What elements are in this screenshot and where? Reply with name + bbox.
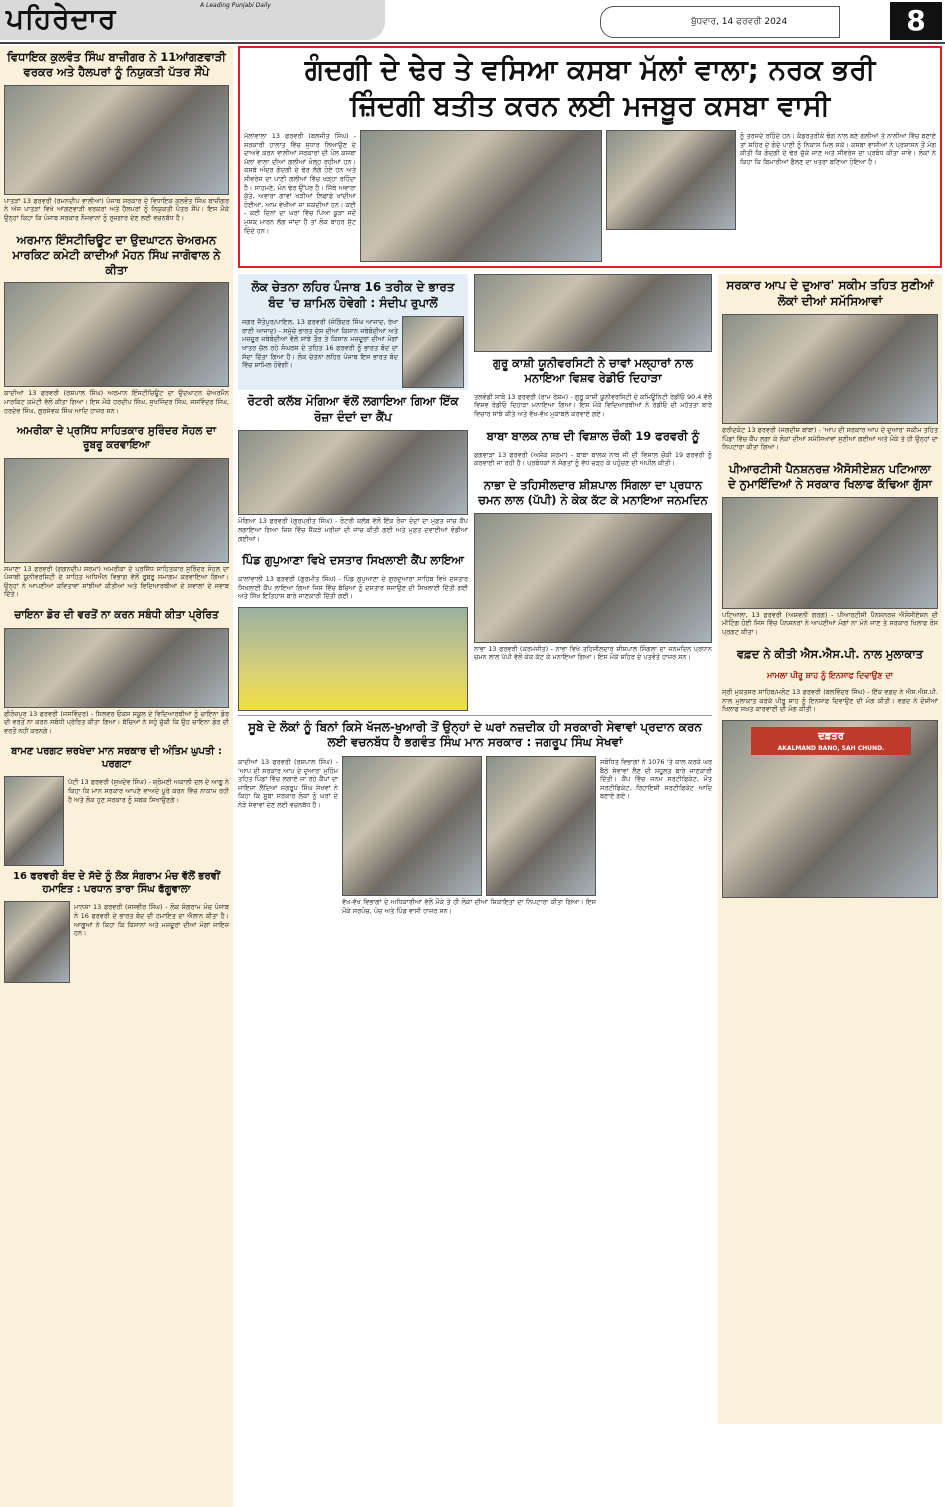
newspaper-tagline: A Leading Punjabi Daily: [200, 2, 271, 9]
article-headline: 16 ਫਰਵਰੀ ਬੰਦ ਦੇ ਸੱਦੇ ਨੂੰ ਲੋਕ ਸੰਗਰਾਮ ਮੰਚ ਵੱਲੋਂ ਭਰਵੀਂ ਹਮਾਇਤ : ਪਰਧਾਨ ਤਾਰਾ ਸਿੰਘ ਫੱਗੂਵਾਲਾ: [13, 871, 220, 896]
photo: [4, 85, 229, 195]
article-headline: ਪਿੰਡ ਗੁਪੁਆਣਾ ਵਿਖੇ ਦਸਤਾਰ ਸਿਖਲਾਈ ਕੈਂਪ ਲਾਇਆ: [242, 553, 464, 568]
article-body: ਤਲਵੰਡੀ ਸਾਬੋ 13 ਫਰਵਰੀ (ਰਾਮ ਰੇਸ਼ਮ) - ਗੁਰੂ ਕਾਸ਼ੀ ਯੂਨੀਵਰਸਿਟੀ ਦੇ ਕਮਿਊਨਿਟੀ ਰੇਡੀਓ 90.4 ਵੱਲੋਂ ਵਿਸ਼ਵ ਰੇਡੀਓ ਦਿਹਾੜਾ ਮਨਾਇਆ ਗਿਆ। ਇਸ ਮੌਕੇ ਵਿਦਿਆਰਥੀਆਂ ਨੇ ਰੇਡੀਓ ਦੀ ਮਹੱਤਤਾ ਬਾਰੇ ਵਿਚਾਰ ਸਾਂਝੇ ਕੀਤੇ ਅਤੇ ਵੱਖ-ਵੱਖ ਮੁਕਾਬਲੇ ਕਰਵਾਏ ਗਏ।: [474, 392, 712, 419]
article-body: ਵੱਖ-ਵੱਖ ਵਿਭਾਗਾਂ ਦੇ ਅਧਿਕਾਰੀਆਂ ਵੱਲੋਂ ਮੌਕੇ ਤੇ ਹੀ ਲੋਕਾਂ ਦੀਆਂ ਸ਼ਿਕਾਇਤਾਂ ਦਾ ਨਿਪਟਾਰਾ ਕੀਤਾ ਗਿਆ। ਇਸ ਮੌਕੇ ਸਰਪੰਚ, ਪੰਚ ਅਤੇ ਪਿੰਡ ਵਾਸੀ ਹਾਜ਼ਰ ਸਨ।: [342, 898, 596, 915]
bottom-photos: [342, 756, 596, 921]
article-body: ਸਬੰਧਿਤ ਵਿਭਾਗਾਂ ਨੇ 1076 'ਤੇ ਕਾਲ ਕਰਕੇ ਘਰ ਬੈਠੇ ਸੇਵਾਵਾਂ ਲੈਣ ਦੀ ਸਹੂਲਤ ਬਾਰੇ ਜਾਣਕਾਰੀ ਦਿੱਤੀ। ਕੈਂਪ ਵਿੱਚ ਜਨਮ ਸਰਟੀਫਿਕੇਟ, ਮੌਤ ਸਰਟੀਫਿਕੇਟ, ਰਿਹਾਇਸ਼ੀ ਸਰਟੀਫਿਕੇਟ ਆਦਿ ਬਣਾਏ ਗਏ।: [600, 758, 712, 801]
photo: [474, 513, 712, 643]
article-body: ਜਗਰ ਜੈਤੋਪੁਰ/ਪਾਇਲ, 13 ਫਰਵਰੀ (ਜੋਗਿੰਦਰ ਸਿੰਘ ਆਜਾਦ, ਰੇਖਾ ਰਾਣੀ ਆਜਾਦ) - ਸਮੁੱਚੇ ਭਾਰਤ ਦੇਸ਼ ਦੀਆਂ ਕਿਸਾਨ ਜਥੇਬੰਦੀਆਂ ਅਤੇ ਮਜ਼ਦੂਰ ਜਥੇਬੰਦੀਆਂ ਵੱਲੋਂ ਸਾਂਝੇ ਤੌਰ ਤੇ ਕਿਸਾਨ ਮਜ਼ਦੂਰਾਂ ਦੀਆਂ ਮੰਗਾਂ ਖਾਤਰ ਚੱਲ ਰਹੇ ਸੰਘਰਸ਼ ਦੇ ਤਹਿਤ 16 ਫਰਵਰੀ ਨੂੰ ਭਾਰਤ ਬੰਦ ਦਾ ਸੱਦਾ ਦਿੱਤਾ ਗਿਆ ਹੈ। ਲੋਕ ਚੇਤਨਾ ਲਹਿਰ ਪੰਜਾਬ ਇਸ ਭਾਰਤ ਬੰਦ ਵਿੱਚ ਸ਼ਾਮਿਲ ਹੋਵੇਗੀ।: [242, 318, 398, 370]
photo: [722, 497, 938, 609]
right-column: [718, 274, 942, 1424]
left-column: [0, 46, 233, 1507]
article-body: ਕਾਲਾਂਵਾਲੀ 13 ਫਰਵਰੀ (ਗੁਰਮੀਤ ਸਿੰਘ) - ਪਿੰਡ ਗੁਪੁਆਣਾ ਦੇ ਗੁਰਦੁਆਰਾ ਸਾਹਿਬ ਵਿਖੇ ਦਸਤਾਰ ਸਿਖਲਾਈ ਕੈਂਪ ਲਾਇਆ ਗਿਆ ਜਿਸ ਵਿੱਚ ਬੱਚਿਆਂ ਨੂੰ ਦਸਤਾਰ ਸਜਾਉਣ ਦੀ ਸਿਖਲਾਈ ਦਿੱਤੀ ਗਈ ਅਤੇ ਸਿੱਖ ਇਤਿਹਾਸ ਬਾਰੇ ਜਾਣਕਾਰੀ ਦਿੱਤੀ ਗਈ।: [238, 575, 468, 601]
photo: [486, 756, 596, 896]
article-body: ਫਗਵਾੜਾ 13 ਫਰਵਰੀ (ਅਸ਼ੋਕ ਸ਼ਰਮਾ) - ਬਾਬਾ ਬਾਲਕ ਨਾਥ ਜੀ ਦੀ ਵਿਸ਼ਾਲ ਚੌਕੀ 19 ਫਰਵਰੀ ਨੂੰ ਕਰਵਾਈ ਜਾ ਰਹੀ ਹੈ। ਪ੍ਰਬੰਧਕਾਂ ਨੇ ਸੰਗਤਾਂ ਨੂੰ ਵੱਧ ਚੜ੍ਹ ਕੇ ਪਹੁੰਚਣ ਦੀ ਅਪੀਲ ਕੀਤੀ।: [474, 450, 712, 468]
right-area: [238, 46, 942, 1424]
article-body: ਪਾਤੜਾਂ 13 ਫਰਵਰੀ (ਰਮਨਦੀਪ ਵਾਲੀਆ) ਪੰਜਾਬ ਸਰਕਾਰ ਦੇ ਵਿਧਾਇਕ ਕੁਲਵੰਤ ਸਿੰਘ ਬਾਜ਼ੀਗਰ ਨੇ ਅੱਜ ਪਾਤੜਾਂ ਵਿਖੇ ਆਂਗਣਵਾੜੀ ਵਰਕਰਾਂ ਅਤੇ ਹੈਲਪਰਾਂ ਨੂੰ ਨਿਯੁਕਤੀ ਪੱਤਰ ਸੌਂਪੇ। ਇਸ ਮੌਕੇ ਉਨ੍ਹਾਂ ਕਿਹਾ ਕਿ ਪੰਜਾਬ ਸਰਕਾਰ ਨੌਜਵਾਨਾਂ ਨੂੰ ਰੁਜ਼ਗਾਰ ਦੇਣ ਲਈ ਵਚਨਬੱਧ ਹੈ।: [4, 196, 229, 223]
photo: [722, 720, 938, 898]
article-body: ਮਾਨਸਾ 13 ਫਰਵਰੀ (ਜਸਵੀਰ ਸਿੰਘ) - ਲੋਕ ਸੰਗਰਾਮ ਮੰਚ ਪੰਜਾਬ ਨੇ 16 ਫਰਵਰੀ ਦੇ ਭਾਰਤ ਬੰਦ ਦੀ ਹਮਾਇਤ ਦਾ ਐਲਾਨ ਕੀਤਾ ਹੈ। ਆਗੂਆਂ ਨੇ ਕਿਹਾ ਕਿ ਕਿਸਾਨਾਂ ਅਤੇ ਮਜ਼ਦੂਰਾਂ ਦੀਆਂ ਮੰਗਾਂ ਜਾਇਜ਼ ਹਨ।: [74, 903, 229, 938]
article-headline: ਵਿਧਾਇਕ ਕੁਲਵੰਤ ਸਿੰਘ ਬਾਜ਼ੀਗਰ ਨੇ 11ਆਂਗਣਵਾੜੀ ਵਰਕਰ ਅਤੇ ਹੈਲਪਰਾਂ ਨੂੰ ਨਿਯੁਕਤੀ ਪੱਤਰ ਸੌਂਪੇ: [7, 50, 226, 79]
photo: [238, 607, 468, 711]
main-headline-line-2: ਜ਼ਿੰਦਗੀ ਬਤੀਤ ਕਰਨ ਲਈ ਮਜਬੂਰ ਕਸਬਾ ਵਾਸੀ: [349, 89, 831, 122]
article-body: ਫਰੀਦਕੋਟ 13 ਫਰਵਰੀ (ਜਗਦੀਸ਼ ਬਾਂਬਾ) - 'ਆਪ ਦੀ ਸਰਕਾਰ ਆਪ ਦੇ ਦੁਆਰ' ਸਕੀਮ ਤਹਿਤ ਪਿੰਡਾਂ ਵਿੱਚ ਕੈਂਪ ਲਗਾ ਕੇ ਲੋਕਾਂ ਦੀਆਂ ਸਮੱਸਿਆਵਾਂ ਸੁਣੀਆਂ ਗਈਆਂ ਅਤੇ ਮੌਕੇ ਤੇ ਹੀ ਉਨ੍ਹਾਂ ਦਾ ਨਿਪਟਾਰਾ ਕੀਤਾ ਗਿਆ।: [722, 426, 938, 452]
photo: [474, 274, 712, 352]
photo: [4, 458, 229, 563]
main-story: [238, 46, 942, 268]
article-subheadline: ਮਾਮਲਾ ਪੀਰੂ ਸ਼ਾਹ ਨੂੰ ਇਨਸਾਫ ਦਿਵਾਉਣ ਦਾ: [766, 670, 893, 680]
photo: [402, 316, 464, 388]
photo: [4, 776, 64, 866]
office-sign: [751, 727, 911, 755]
middle-column: [238, 274, 468, 711]
header-divider: [0, 42, 945, 44]
article-body: ਫੀਰੋਜ਼ਪੁਰ 13 ਫਰਵਰੀ (ਜਸਵਿੰਦਰ) - ਸਿਲਵਰ ਓਕਸ ਸਕੂਲ ਦੇ ਵਿਦਿਆਰਥੀਆਂ ਨੂੰ ਚਾਇਨਾ ਡੋਰ ਦੀ ਵਰਤੋਂ ਨਾ ਕਰਨ ਸਬੰਧੀ ਪ੍ਰੇਰਿਤ ਕੀਤਾ ਗਿਆ। ਬੱਚਿਆਂ ਨੇ ਸਹੁੰ ਚੁੱਕੀ ਕਿ ਉਹ ਚਾਇਨਾ ਡੋਰ ਦੀ ਵਰਤੋਂ ਨਹੀਂ ਕਰਨਗੇ।: [4, 709, 229, 735]
article-headline: ਨਾਭਾ ਦੇ ਤਹਿਸੀਲਦਾਰ ਸ਼ੀਸ਼ਪਾਲ ਸਿੰਗਲਾ ਦਾ ਪ੍ਰਧਾਨ ਚਮਨ ਲਾਲ (ਪੱਪੀ) ਨੇ ਕੇਕ ਕੱਟ ਕੇ ਮਨਾਇਆ ਜਨਮਦਿਨ: [478, 477, 708, 507]
issue-date: ਬੁੱਧਵਾਰ, 14 ਫਰਵਰੀ 2024: [600, 6, 840, 38]
page-number: 8: [890, 2, 942, 40]
center-column: [474, 274, 712, 668]
photo: [606, 130, 736, 230]
photo: [4, 282, 229, 387]
photo: [4, 901, 70, 983]
article-body: ਨਾਭਾ 13 ਫਰਵਰੀ (ਕਰਮਜੀਤ) - ਨਾਭਾ ਵਿਖੇ ਤਹਿਸੀਲਦਾਰ ਸ਼ੀਸ਼ਪਾਲ ਸਿੰਗਲਾ ਦਾ ਜਨਮਦਿਨ ਪ੍ਰਧਾਨ ਚਮਨ ਲਾਲ ਪੱਪੀ ਵੱਲੋਂ ਕੇਕ ਕੱਟ ਕੇ ਮਨਾਇਆ ਗਿਆ। ਇਸ ਮੌਕੇ ਸ਼ਹਿਰ ਦੇ ਪਤਵੰਤੇ ਹਾਜ਼ਰ ਸਨ।: [474, 644, 712, 662]
photo: [722, 314, 938, 424]
article-headline: ਰੋਟਰੀ ਕਲੱਬ ਮੋਗਿਆ ਵੱਲੋਂ ਲਗਾਇਆ ਗਿਆ ਇੱਕ ਰੋਜ਼ਾ ਦੰਦਾਂ ਦਾ ਕੈਂਪ: [247, 394, 459, 424]
article-headline: ਪੀਆਰਟੀਸੀ ਪੈਨਸ਼ਨਰਜ਼ ਐਸੋਸੀਏਸ਼ਨ ਪਟਿਆਲਾ ਦੇ ਨੁਮਾਇੰਦਿਆਂ ਨੇ ਸਰਕਾਰ ਖਿਲਾਫ ਕੱਢਿਆ ਗੁੱਸਾ: [728, 461, 932, 491]
newspaper-name: ਪਹਿਰੇਦਾਰ: [6, 2, 117, 35]
photo: [238, 430, 468, 515]
article-headline: ਸਰਕਾਰ ਆਪ ਦੇ ਦੁਆਰ' ਸਕੀਮ ਤਹਿਤ ਸੁਣੀਆਂ ਲੋਕਾਂ ਦੀਆਂ ਸਮੱਸਿਆਵਾਂ: [726, 278, 934, 308]
article-body: ਸਮਾਣਾ 13 ਫਰਵਰੀ (ਗਗਨਦੀਪ ਸ਼ਰਮਾ) ਅਮਰੀਕਾ ਦੇ ਪ੍ਰਸਿੱਧ ਸਾਹਿਤਕਾਰ ਸੁਰਿੰਦਰ ਸੋਹਲ ਦਾ ਪੰਜਾਬੀ ਯੂਨੀਵਰਸਿਟੀ ਦੇ ਸਾਹਿਤ ਅਧਿਐਨ ਵਿਭਾਗ ਵੱਲੋਂ ਰੂਬਰੂ ਸਮਾਗਮ ਕਰਵਾਇਆ ਗਿਆ। ਉਨ੍ਹਾਂ ਨੇ ਆਪਣੀਆਂ ਕਵਿਤਾਵਾਂ ਸਾਂਝੀਆਂ ਕੀਤੀਆਂ ਅਤੇ ਵਿਦਿਆਰਥੀਆਂ ਦੇ ਸਵਾਲਾਂ ਦੇ ਜਵਾਬ ਦਿੱਤੇ।: [4, 564, 229, 599]
bottom-story: [238, 715, 712, 921]
article-body: ਨੂੰ ਤਰਸਦੇ ਰਹਿੰਦੇ ਹਨ। ਕੰਡਰਤਰੀਕੇ ਢੰਗ ਨਾਲ ਬਣੇ ਗਲੀਆਂ ਤੇ ਨਾਲੀਆਂ ਵਿੱਚ ਬਣਾਏ ਤਾਂ ਸ਼ਹਿਰ ਦੇ ਗੰਦੇ ਪਾਣੀ ਨੂੰ ਨਿਕਾਸ ਮਿਲ ਸਕੇ। ਕਸਬਾ ਵਾਸੀਆਂ ਨੇ ਪ੍ਰਸ਼ਾਸਨ ਤੋਂ ਮੰਗ ਕੀਤੀ ਕਿ ਗੰਦਗੀ ਦੇ ਢੇਰ ਚੁੱਕੇ ਜਾਣ ਅਤੇ ਸੀਵਰੇਜ ਦਾ ਪ੍ਰਬੰਧ ਕੀਤਾ ਜਾਵੇ। ਲੋਕਾਂ ਨੇ ਕਿਹਾ ਕਿ ਬਿਮਾਰੀਆਂ ਫੈਲਣ ਦਾ ਖਤਰਾ ਬਣਿਆ ਹੋਇਆ ਹੈ।: [740, 132, 936, 166]
article-headline: ਚਾਇਨਾ ਡੋਰ ਦੀ ਵਰਤੋਂ ਨਾ ਕਰਨ ਸਬੰਧੀ ਕੀਤਾ ਪ੍ਰੇਰਿਤ: [14, 608, 219, 621]
photo: [360, 130, 602, 262]
office-sign-text: AKALMAND BANO, SAH CHUND.: [777, 744, 885, 752]
article-box: [238, 274, 468, 390]
article-headline: ਬਾਬਾ ਬਾਲਕ ਨਾਥ ਦੀ ਵਿਸ਼ਾਲ ਚੌਕੀ 19 ਫਰਵਰੀ ਨੂੰ: [486, 428, 700, 443]
photo: [4, 628, 229, 708]
article-headline: ਗੁਰੂ ਕਾਸ਼ੀ ਯੂਨੀਵਰਸਿਟੀ ਨੇ ਚਾਵਾਂ ਮਲ੍ਹਾਰਾਂ ਨਾਲ ਮਨਾਇਆ ਵਿਸ਼ਵ ਰੇਡੀਓ ਦਿਹਾੜਾ: [492, 356, 694, 385]
photo: [342, 756, 482, 896]
article-body: ਕਾਦੀਆਂ 13 ਫਰਵਰੀ (ਰਸ਼ਪਾਲ ਸਿੰਘ) ਅਰਮਾਨ ਇੰਸਟੀਚਿਊਟ ਦਾ ਉਦਘਾਟਨ ਚੇਅਰਮੈਨ ਮਾਰਕਿਟ ਕਮੇਟੀ ਵੱਲੋਂ ਕੀਤਾ ਗਿਆ। ਇਸ ਮੌਕੇ ਹਰਦੀਪ ਸਿੰਘ, ਸੁਖਜਿੰਦਰ ਸਿੰਘ, ਜਸਵਿੰਦਰ ਸਿੰਘ, ਹਰਦੇਵ ਸਿੰਘ, ਗੁਰਸੇਵਕ ਸਿੰਘ ਆਦਿ ਹਾਜ਼ਰ ਸਨ।: [4, 389, 229, 415]
main-headline-line-1: ਗੰਦਗੀ ਦੇ ਢੇਰ ਤੇ ਵਸਿਆ ਕਸਬਾ ਮੱਲਾਂ ਵਾਲਾ; ਨਰਕ ਭਰੀ: [304, 53, 876, 86]
masthead-logo: [0, 0, 385, 40]
article-headline: ਬਾਮਣ ਪਰਗਟ ਜ਼ਰਖੇਦਾ ਮਾਨ ਸਰਕਾਰ ਦੀ ਅੰਤਿਮ ਘੁਪਤੀ : ਪਰਗਟਾ: [11, 746, 222, 771]
lower-left-area: [238, 274, 712, 921]
article-headline: ਵਫ਼ਦ ਨੇ ਕੀਤੀ ਐਸ.ਐਸ.ਪੀ. ਨਾਲ ਮੁਲਾਕਾਤ: [736, 646, 924, 661]
article-body: ਕਾਦੀਆਂ 13 ਫਰਵਰੀ (ਰਸ਼ਪਾਲ ਸਿੰਘ) - 'ਆਪ ਦੀ ਸਰਕਾਰ ਆਪ ਦੇ ਦੁਆਰ' ਮੁਹਿੰਮ ਤਹਿਤ ਪਿੰਡਾਂ ਵਿੱਚ ਲਗਾਏ ਜਾ ਰਹੇ ਕੈਂਪਾਂ ਦਾ ਜਾਇਜ਼ਾ ਲੈਂਦਿਆਂ ਜਗਰੂਪ ਸਿੰਘ ਸੇਖਵਾਂ ਨੇ ਕਿਹਾ ਕਿ ਸੂਬਾ ਸਰਕਾਰ ਲੋਕਾਂ ਨੂੰ ਘਰਾਂ ਦੇ ਨੇੜੇ ਸੇਵਾਵਾਂ ਦੇਣ ਲਈ ਵਚਨਬੱਧ ਹੈ।: [238, 758, 338, 810]
article-headline: ਸੂਬੇ ਦੇ ਲੋਕਾਂ ਨੂੰ ਬਿਨਾਂ ਕਿਸੇ ਖੱਜਲ-ਖੁਆਰੀ ਤੋਂ ਉਨ੍ਹਾਂ ਦੇ ਘਰਾਂ ਨਜ਼ਦੀਕ ਹੀ ਸਰਕਾਰੀ ਸੇਵਾਵਾਂ ਪ੍ਰਦਾਨ ਕਰਨ ਲਈ ਵਚਨਬੱਧ ਹੈ ਭਗਵੰਤ ਸਿੰਘ ਮਾਨ ਸਰਕਾਰ : ਜਗਰੂਪ ਸਿੰਘ ਸੇਖਵਾਂ: [248, 719, 702, 750]
article-body: ਮੱਲਾਂਵਾਲਾ 13 ਫਰਵਰੀ (ਬਲਜੀਤ ਸਿੰਘ) - ਸਰਕਾਰੀ ਹਾਲਾਤ ਵਿੱਚ ਸੁਧਾਰ ਲਿਆਉਣ ਦੇ ਦਾਅਵੇ ਕਰਨ ਵਾਲੀਆਂ ਸਰਕਾਰਾਂ ਦੀ ਪੋਲ ਕਸਬਾ ਮੱਲਾਂ ਵਾਲਾ ਦੀਆਂ ਗਲੀਆਂ ਖੋਲ੍ਹ ਰਹੀਆਂ ਹਨ। ਕਸਬੇ ਅੰਦਰ ਗੰਦਗੀ ਦੇ ਢੇਰ ਲੱਗੇ ਹੋਏ ਹਨ ਅਤੇ ਸੀਵਰੇਜ ਦਾ ਪਾਣੀ ਗਲੀਆਂ ਵਿੱਚ ਖੜ੍ਹਾ ਰਹਿੰਦਾ ਹੈ। ਸਾਹਮਣੇ, ਮੰਨ ਢੇਰ ਉੱਪਰ ਹੈ। ਜਿੱਥੇ ਅਵਾਰਾ ਕੁੱਤੇ, ਅਵਾਰਾ ਗਾਵਾਂ ਖੜੀਆਂ ਲਿਫਾਫੇ ਖਾਂਦੀਆਂ ਹੋਈਆਂ, ਆਮ ਵੇਖੀਆਂ ਜਾ ਸਕਦੀਆਂ ਹਨ। ਕਈ - ਕਈ ਦਿਨਾਂ ਦਾ ਘਰਾਂ ਵਿੱਚ ਪਿਆ ਕੂੜਾ ਜਦੋਂ ਮੁਸ਼ਕ ਮਾਰਨ ਲੱਗ ਜਾਂਦਾ ਹੈ ਤਾਂ ਲੋਕ ਬਾਹਰ ਸੁੱਟ ਦਿੰਦੇ ਹਨ।: [244, 132, 356, 235]
article-body: ਮੋਗਿਆ 13 ਫਰਵਰੀ (ਗੁਰਪ੍ਰੀਤ ਸਿੰਘ) - ਰੋਟਰੀ ਕਲੱਬ ਵੱਲੋਂ ਇੱਕ ਰੋਜ਼ਾ ਦੰਦਾਂ ਦਾ ਮੁਫ਼ਤ ਜਾਂਚ ਕੈਂਪ ਲਗਾਇਆ ਗਿਆ ਜਿਸ ਵਿੱਚ ਸੈਂਕੜੇ ਮਰੀਜ਼ਾਂ ਦੀ ਜਾਂਚ ਕੀਤੀ ਗਈ ਅਤੇ ਮੁਫ਼ਤ ਦਵਾਈਆਂ ਵੰਡੀਆਂ ਗਈਆਂ।: [238, 517, 468, 543]
article-body: ਸ੍ਰੀ ਮੁਕਤਸਰ ਸਾਹਿਬ/ਮਲੋਟ 13 ਫਰਵਰੀ (ਬਲਵਿੰਦਰ ਸਿੰਘ) - ਇੱਕ ਵਫ਼ਦ ਨੇ ਐਸ.ਐਸ.ਪੀ. ਨਾਲ ਮੁਲਾਕਾਤ ਕਰਕੇ ਪੀਰੂ ਸ਼ਾਹ ਨੂੰ ਇਨਸਾਫ ਦਿਵਾਉਣ ਦੀ ਮੰਗ ਕੀਤੀ। ਵਫ਼ਦ ਨੇ ਦੋਸ਼ੀਆਂ ਖਿਲਾਫ ਸਖ਼ਤ ਕਾਰਵਾਈ ਦੀ ਮੰਗ ਕੀਤੀ।: [722, 687, 938, 714]
article-body: ਪਟਿਆਲਾ, 13 ਫਰਵਰੀ (ਅਸ਼ਵਨੀ ਗਰਗ) - ਪੀਆਰਟੀਸੀ ਪੈਨਸ਼ਨਰਜ਼ ਐਸੋਸੀਏਸ਼ਨ ਦੀ ਮੀਟਿੰਗ ਹੋਈ ਜਿਸ ਵਿੱਚ ਪੈਨਸ਼ਨਰਾਂ ਨੇ ਆਪਣੀਆਂ ਮੰਗਾਂ ਨਾ ਮੰਨੇ ਜਾਣ ਤੇ ਸਰਕਾਰ ਖਿਲਾਫ ਰੋਸ ਪ੍ਰਗਟ ਕੀਤਾ।: [722, 610, 938, 637]
article-body: ਪੱਟੀ 13 ਫਰਵਰੀ (ਸੁਖਦੇਵ ਸਿੰਘ) - ਸ਼੍ਰੋਮਣੀ ਅਕਾਲੀ ਦਲ ਦੇ ਆਗੂ ਨੇ ਕਿਹਾ ਕਿ ਮਾਨ ਸਰਕਾਰ ਆਪਣੇ ਵਾਅਦੇ ਪੂਰੇ ਕਰਨ ਵਿੱਚ ਨਾਕਾਮ ਰਹੀ ਹੈ ਅਤੇ ਲੋਕ ਹੁਣ ਸਰਕਾਰ ਨੂੰ ਸਬਕ ਸਿਖਾਉਣਗੇ।: [68, 778, 229, 804]
article-headline: ਲੋਕ ਚੇਤਨਾ ਲਹਿਰ ਪੰਜਾਬ 16 ਤਰੀਕ ਦੇ ਭਾਰਤ ਬੰਦ 'ਚ ਸ਼ਾਮਿਲ ਹੋਵੇਗੀ : ਸੰਦੀਪ ਰੁਪਾਲੋਂ: [251, 280, 455, 310]
office-sign-label: ਦਫ਼ਤਰ: [818, 730, 844, 742]
article-headline: ਅਮਰੀਕਾ ਦੇ ਪ੍ਰਸਿੱਧ ਸਾਹਿਤਕਾਰ ਸੁਰਿੰਦਰ ਸੋਹਲ ਦਾ ਰੂਬਰੂ ਕਰਵਾਇਆ: [17, 425, 216, 451]
article-headline: ਅਰਮਾਨ ਇੰਸਟੀਚਿਊਟ ਦਾ ਉਦਘਾਟਨ ਚੇਅਰਮਨ ਮਾਰਕਿਟ ਕਮੇਟੀ ਕਾਦੀਆਂ ਮੋਹਨ ਸਿੰਘ ਜਾਗੋਵਾਲ ਨੇ ਕੀਤਾ: [12, 232, 221, 277]
